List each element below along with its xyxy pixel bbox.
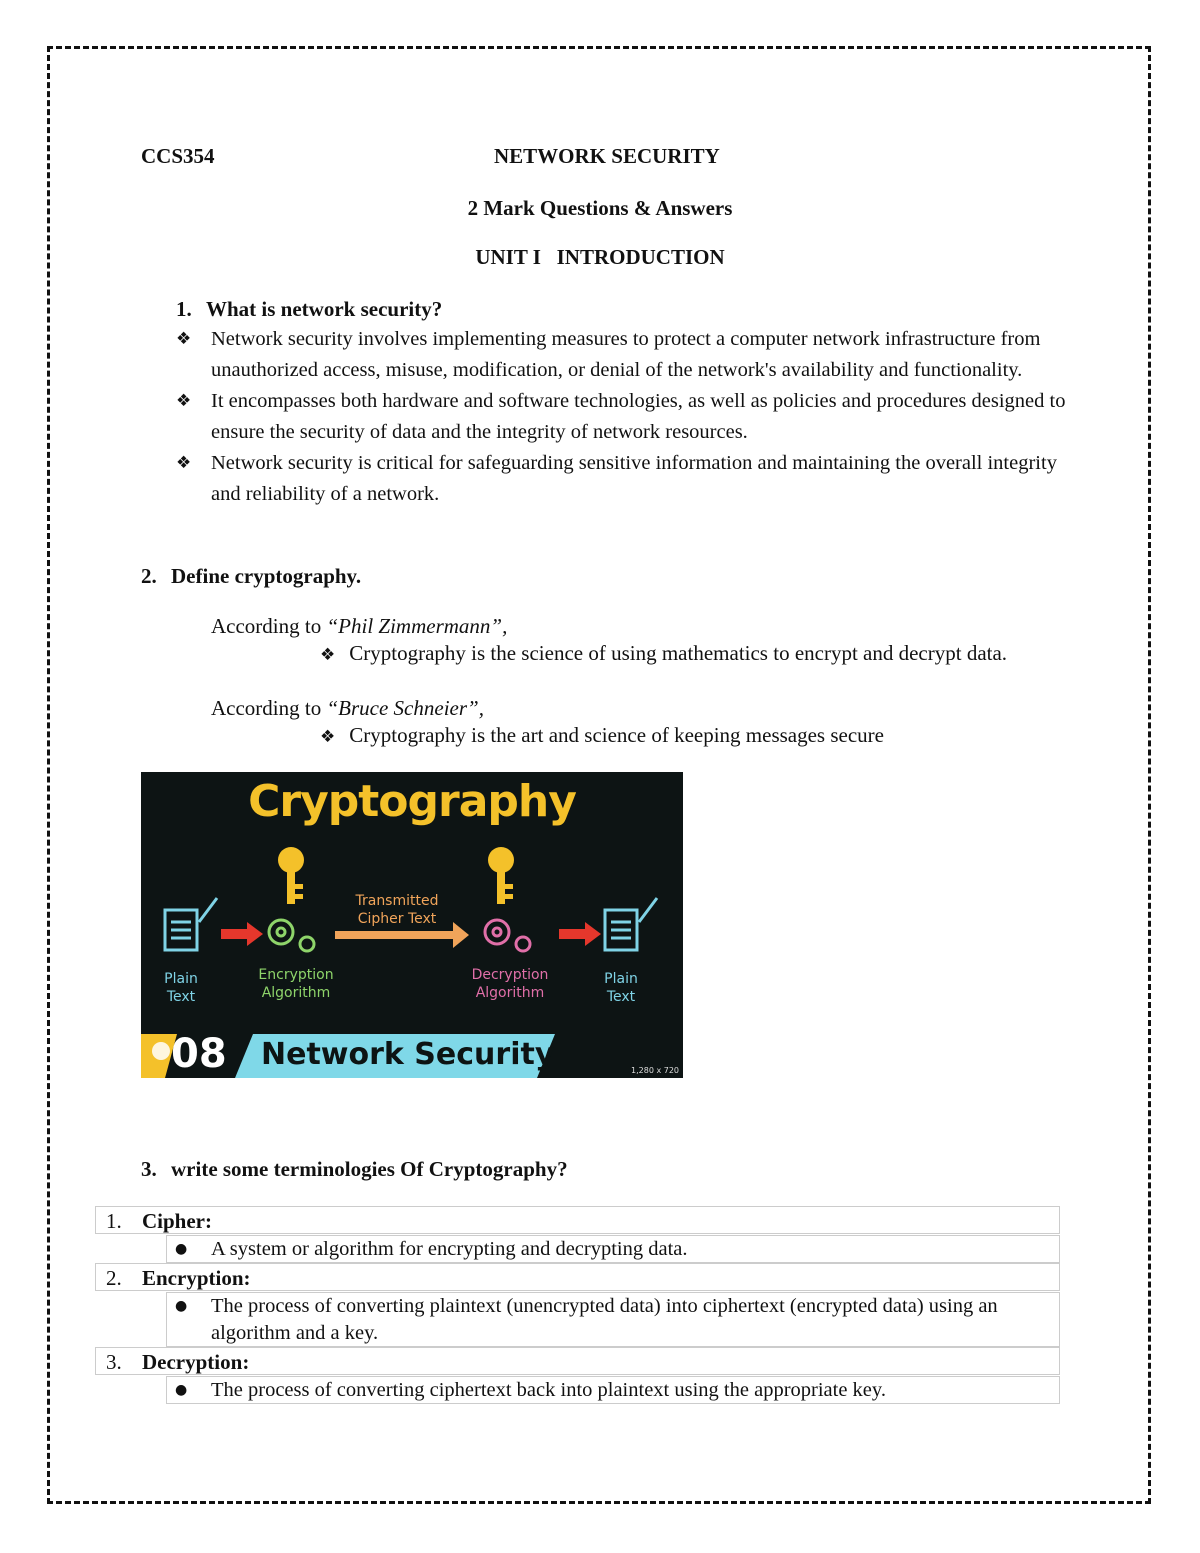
arrow-right-icon [559,922,601,946]
question-text: write some terminologies Of Cryptography? [171,1157,568,1181]
question-1 [176,297,442,322]
bullet-icon: ● [175,1298,188,1314]
document-icon [165,898,217,950]
question-text: Define cryptography. [171,564,362,588]
course-title: NETWORK SECURITY [494,144,720,168]
term-name: Encryption: [142,1266,251,1290]
course-code: CCS354 [141,144,215,168]
term-name: Decryption: [142,1350,250,1374]
diamond-bullet-icon: ❖ [176,391,192,411]
document-icon [605,898,657,950]
gear-icon [269,920,314,951]
answer-item: ❖ Network security involves implementing measures to protect a computer network infrastructure from unauthorized access, misuse, modification, or denial of the network's availability and functionality. [176,324,1076,386]
plain-text-left-label: Plain Text [164,971,198,1005]
key-icon [488,847,514,904]
banner-text: Network Security [261,1037,555,1072]
cryptography-figure [141,772,683,1078]
gear-icon [485,920,530,951]
transmitted-label: Transmitted Cipher Text [355,893,439,927]
episode-number: 08 [171,1031,227,1077]
quote-attribution: According to “Bruce Schneier”, [211,696,484,720]
term-definition: ● The process of converting ciphertext back into plaintext using the appropriate key. [166,1376,1060,1404]
term-row: 3. Decryption: [95,1347,1060,1375]
author-name: “Phil Zimmermann”, [326,614,508,638]
bullet-icon: ● [175,1382,188,1398]
bullet-icon: ● [175,1241,188,1257]
question-text: What is network security? [206,297,443,321]
decryption-label: Decryption Algorithm [471,967,549,1001]
term-row: 2. Encryption: [95,1263,1060,1291]
quote-attribution: According to “Phil Zimmermann”, [211,614,508,638]
question-3 [141,1157,568,1182]
diamond-bullet-icon: ❖ [176,453,192,473]
figure-title: Cryptography [248,776,576,827]
arrow-right-icon [221,922,263,946]
subtitle: 2 Mark Questions & Answers [467,196,733,220]
term-definition: ● The process of converting plaintext (unencrypted data) into ciphertext (encrypted data) using an algorithm and a key. [166,1292,1060,1347]
quote-text: ❖ Cryptography is the art and science of keeping messages secure [320,723,884,747]
term-definition: ● A system or algorithm for encrypting and decrypting data. [166,1235,1060,1263]
logo-icon [152,1042,170,1060]
question-number: 3. [141,1157,157,1181]
diamond-bullet-icon: ❖ [320,727,336,747]
q1-answer-list [176,324,1076,510]
unit-heading: UNIT I INTRODUCTION [475,245,725,269]
key-icon [278,847,304,904]
question-number: 1. [176,297,192,321]
diamond-bullet-icon: ❖ [176,329,192,349]
plain-text-right-label: Plain Text [604,971,638,1005]
answer-item: ❖ Network security is critical for safeguarding sensitive information and maintaining the overall integrity and reliability of a network. [176,448,1076,510]
diamond-bullet-icon: ❖ [320,645,336,665]
encryption-label: Encryption Algorithm [258,967,334,1001]
question-2 [141,564,361,589]
author-name: “Bruce Schneier”, [326,696,484,720]
quote-text: ❖ Cryptography is the science of using mathematics to encrypt and decrypt data. [320,641,1008,665]
term-row: 1. Cipher: [95,1206,1060,1234]
answer-item: ❖ It encompasses both hardware and software technologies, as well as policies and procedures designed to ensure the security of data and the integrity of network resources. [176,386,1076,448]
image-dimensions: 1,280 x 720 [631,1066,679,1075]
question-number: 2. [141,564,157,588]
term-name: Cipher: [142,1209,212,1233]
